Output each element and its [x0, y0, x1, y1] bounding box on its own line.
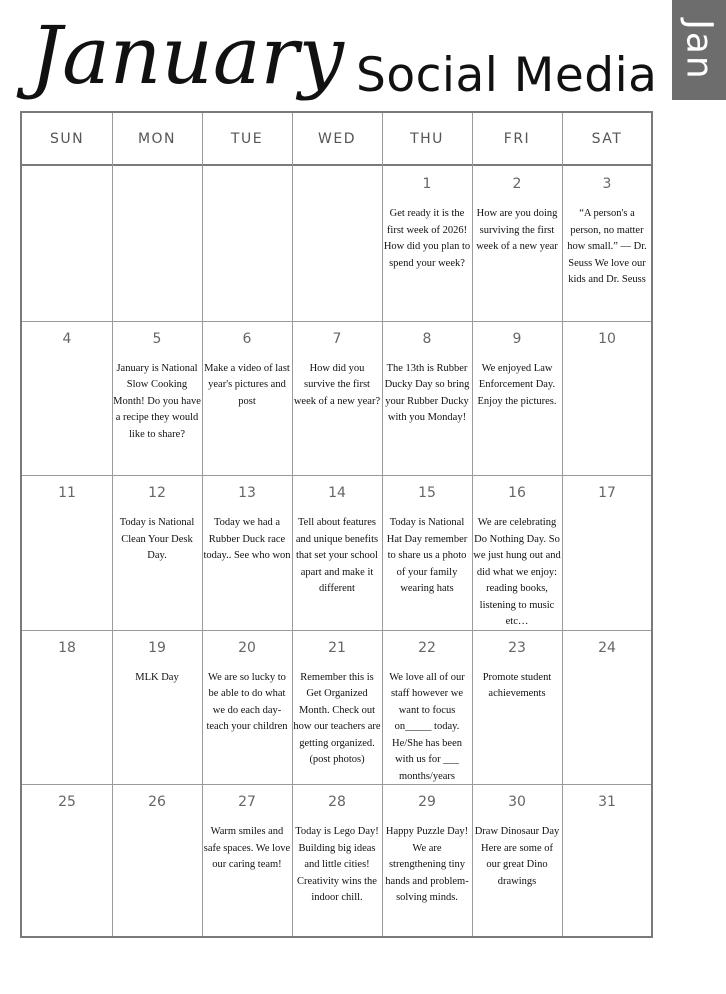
calendar-day-cell[interactable]	[472, 475, 562, 629]
calendar-day-cell[interactable]	[202, 321, 292, 475]
calendar-day-cell[interactable]	[472, 321, 562, 475]
day-number: 11	[58, 485, 76, 502]
day-post-idea: Tell about features and unique benefits that set your school apart and make it different	[295, 517, 379, 595]
day-post-idea: Happy Puzzle Day! We are strengthening tiny hands and problem-solving minds.	[385, 826, 469, 904]
day-number: 27	[238, 794, 256, 811]
calendar-day-cell[interactable]	[292, 784, 382, 938]
calendar-grid	[20, 111, 653, 938]
day-number: 30	[508, 794, 526, 811]
day-post-idea: We enjoyed Law Enforcement Day. Enjoy the pictures.	[477, 362, 557, 407]
calendar-day-cell[interactable]	[562, 630, 652, 784]
day-number: 18	[58, 639, 76, 656]
day-number: 1	[422, 176, 432, 192]
calendar-day-cell[interactable]	[112, 630, 202, 784]
day-number: 2	[512, 176, 522, 192]
calendar-day-cell[interactable]	[292, 166, 382, 320]
day-number: 14	[328, 485, 346, 502]
day-post-idea: We are so lucky to be able to do what we do each day- teach your children	[206, 671, 288, 733]
weekday-header-wed: WED	[318, 131, 356, 147]
day-number: 31	[598, 794, 616, 811]
calendar-day-cell[interactable]	[112, 321, 202, 475]
calendar-day-cell[interactable]	[562, 784, 652, 938]
month-title: January	[30, 9, 344, 102]
day-post-idea: MLK Day	[135, 671, 179, 683]
calendar-day-cell[interactable]	[292, 321, 382, 475]
calendar-day-cell[interactable]	[202, 784, 292, 938]
day-number: 22	[418, 639, 436, 656]
day-number: 17	[598, 485, 616, 502]
calendar-day-cell[interactable]	[22, 784, 112, 938]
day-number: 13	[238, 485, 256, 502]
calendar-day-cell[interactable]	[472, 166, 562, 320]
day-post-idea: Today we had a Rubber Duck race today.. See who won	[203, 517, 291, 562]
weekday-header-tue: TUE	[230, 131, 264, 147]
calendar-day-cell[interactable]	[112, 784, 202, 938]
month-tab[interactable]	[672, 0, 726, 100]
calendar-day-cell[interactable]	[202, 630, 292, 784]
calendar-day-cell[interactable]	[292, 475, 382, 629]
day-post-idea: Draw Dinosaur Day Here are some of our great Dino drawings	[474, 826, 560, 887]
day-post-idea: How are you doing surviving the first week of a new year	[476, 208, 558, 252]
calendar-day-cell[interactable]	[382, 166, 472, 320]
day-post-idea: We love all of our staff however we want to focus on_____ today. He/She has been with us for ___ months/years	[389, 671, 465, 782]
day-number: 7	[332, 330, 342, 347]
day-number: 20	[238, 639, 256, 656]
day-number: 24	[598, 639, 616, 656]
day-post-idea: January is National Slow Cooking Month! Do you have a recipe they would like to share?	[113, 362, 201, 440]
day-number: 8	[422, 330, 432, 347]
day-number: 5	[152, 330, 162, 347]
day-post-idea: “A person's a person, no matter how small.” — Dr. Seuss We love our kids and Dr. Seuss	[567, 208, 647, 285]
day-post-idea: Today is National Hat Day remember to share us a photo of your family wearing hats	[386, 517, 468, 595]
calendar-day-cell[interactable]	[382, 630, 472, 784]
calendar-day-cell[interactable]	[382, 784, 472, 938]
day-number: 12	[148, 485, 166, 502]
day-number: 23	[508, 639, 526, 656]
day-number: 21	[328, 639, 346, 656]
day-number: 28	[328, 794, 346, 811]
month-tab-label: Jan	[678, 19, 720, 81]
calendar-day-cell[interactable]	[112, 166, 202, 320]
calendar-day-cell[interactable]	[382, 475, 472, 629]
day-post-idea: Get ready it is the first week of 2026! How did you plan to spend your week?	[383, 208, 471, 269]
calendar-day-cell[interactable]	[562, 475, 652, 629]
day-post-idea: Today is National Clean Your Desk Day.	[119, 517, 195, 562]
calendar-day-cell[interactable]	[202, 475, 292, 629]
day-post-idea: Remember this is Get Organized Month. Check out how our teachers are getting organized. (post photos)	[293, 671, 381, 766]
calendar-day-cell[interactable]	[22, 166, 112, 320]
day-number: 26	[148, 794, 166, 811]
calendar-day-cell[interactable]	[472, 630, 562, 784]
day-post-idea: We are celebrating Do Nothing Day. So we just hung out and did what we enjoy: reading books, listening to music etc…	[473, 517, 561, 628]
weekday-header-fri: FRI	[503, 131, 531, 147]
day-post-idea: The 13th is Rubber Ducky Day so bring your Rubber Ducky with you Monday!	[384, 362, 470, 424]
calendar-day-cell[interactable]	[562, 321, 652, 475]
calendar-day-cell[interactable]	[22, 321, 112, 475]
calendar-day-cell[interactable]	[22, 630, 112, 784]
calendar-day-cell[interactable]	[292, 630, 382, 784]
day-post-idea: Promote student achievements	[482, 671, 552, 700]
day-number: 19	[148, 639, 166, 656]
day-number: 6	[242, 330, 252, 347]
day-number: 3	[602, 176, 612, 192]
day-number: 16	[508, 485, 526, 502]
day-number: 9	[512, 330, 522, 347]
calendar-day-cell[interactable]	[382, 321, 472, 475]
calendar-day-cell[interactable]	[562, 166, 652, 320]
day-number: 29	[418, 794, 436, 811]
calendar-day-cell[interactable]	[112, 475, 202, 629]
page-subtitle: Social Media	[356, 48, 658, 103]
calendar-day-cell[interactable]	[202, 166, 292, 320]
day-number: 25	[58, 794, 76, 811]
weekday-header-sat: SAT	[591, 131, 623, 147]
day-post-idea: Make a video of last year's pictures and post	[204, 362, 290, 407]
day-number: 15	[418, 485, 436, 502]
day-number: 4	[62, 330, 72, 347]
day-number: 10	[598, 330, 616, 347]
day-post-idea: Warm smiles and safe spaces. We love our caring team!	[203, 826, 291, 871]
weekday-header-mon: MON	[137, 131, 177, 147]
day-post-idea: Today is Lego Day! Building big ideas and little cities! Creativity wins the indoor chill.	[295, 826, 379, 904]
calendar-day-cell[interactable]	[472, 784, 562, 938]
weekday-header-row	[22, 113, 651, 166]
calendar-day-cell[interactable]	[22, 475, 112, 629]
weekday-header-thu: THU	[410, 131, 444, 147]
weekday-header-sun: SUN	[49, 131, 85, 147]
day-post-idea: How did you survive the first week of a new year?	[293, 362, 381, 407]
